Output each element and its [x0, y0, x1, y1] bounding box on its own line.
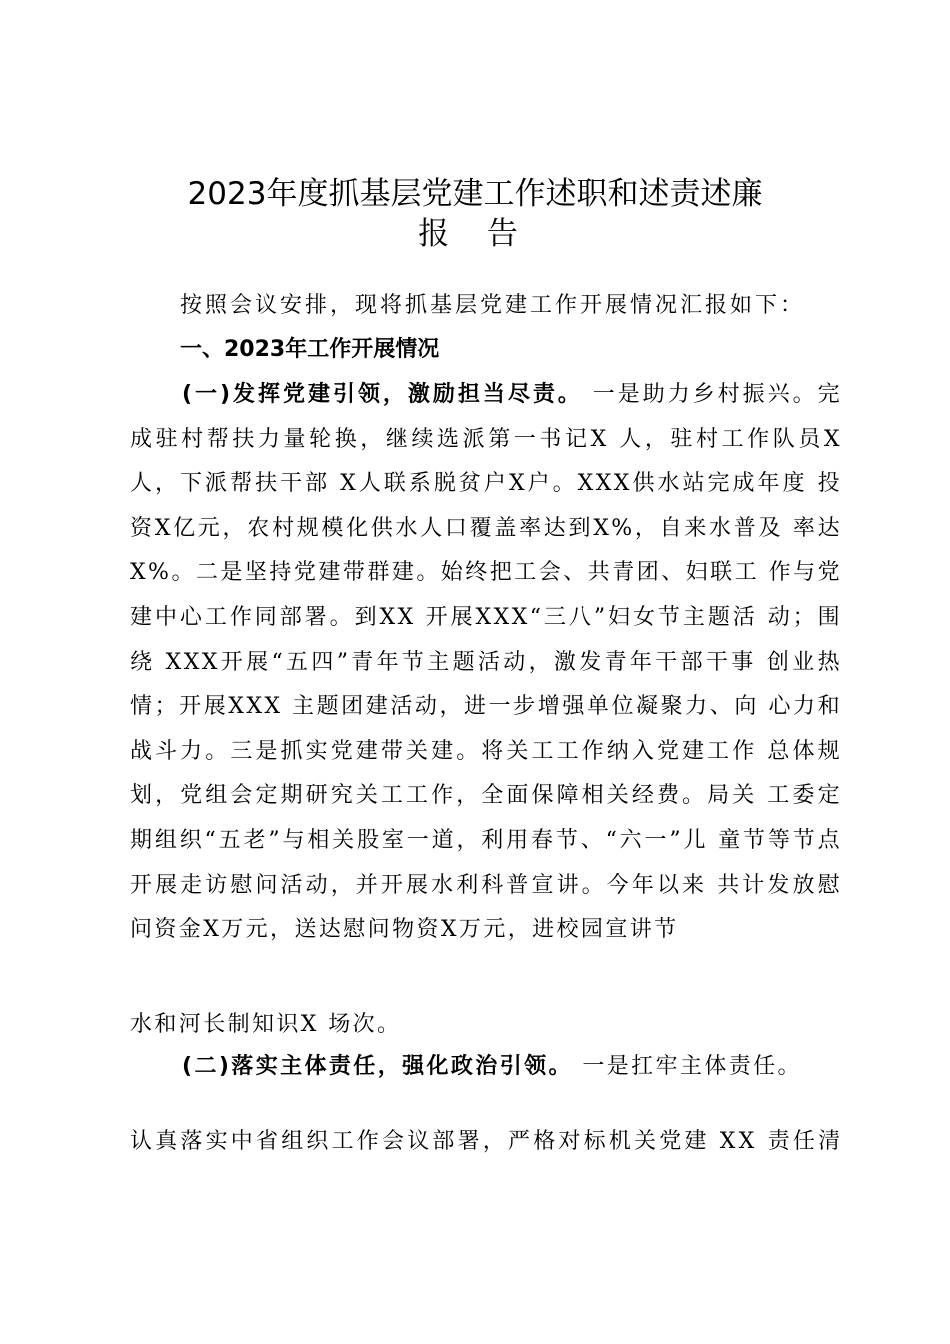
- section1-1-continuation: 水和河长制知识X 场次。: [130, 1012, 402, 1037]
- section1-1-heading: (一)发挥党建引领，激励担当尽责。: [182, 382, 583, 407]
- section1-2-heading: (二)落实主体责任，强化政治引领。: [182, 1054, 573, 1079]
- section1-1-body: 一是助力乡村振兴。完成驻村帮扶力量轮换，继续选派第一书记X 人，驻村工作队员X人，下派帮扶干部 X人联系脱贫户X户。XXX供水站完成年度 投资X亿元，农村规模化供水人口覆盖率达到X%，自来水普及 率达X%。二是坚持党建带群建。始终把工会、共青团、妇联工 作与党建中心工作同部署。到XX 开展XXX“三八”妇女节主题活 动；围绕 XXX开展“五四”青年节主题活动，激发青年干部干事 创业热情；开展XXX 主题团建活动，进一步增强单位凝聚力、向 心力和战斗力。三是抓实党建带关建。将关工工作纳入党建工作 总体规划，党组会定期研究关工工作，全面保障相关经费。局关 工委定期组织“五老”与相关股室一道，利用春节、“六一”儿 童节等节点开展走访慰问活动，并开展水利科普宣讲。今年以来 共计发放慰问资金X万元，送达慰问物资X万元，进校园宣讲节: [130, 382, 842, 943]
- intro-paragraph: 按照会议安排，现将抓基层党建工作开展情况汇报如下：: [180, 293, 806, 318]
- section1-2-heading-line: [182, 1050, 802, 1084]
- section1-2-next-line: 认真落实中省组织工作会议部署，严格对标机关党建 XX 责任清: [130, 1129, 844, 1154]
- document-title-line2: 报 告: [418, 216, 532, 252]
- section1-heading: 一、2023年工作开展情况: [180, 337, 440, 362]
- section1-1-paragraph: [130, 373, 842, 953]
- document-title-line1: 2023年度抓基层党建工作述职和述责述廉: [187, 176, 763, 212]
- section1-2-body-start: 一是扛牢主体责任。: [572, 1054, 802, 1079]
